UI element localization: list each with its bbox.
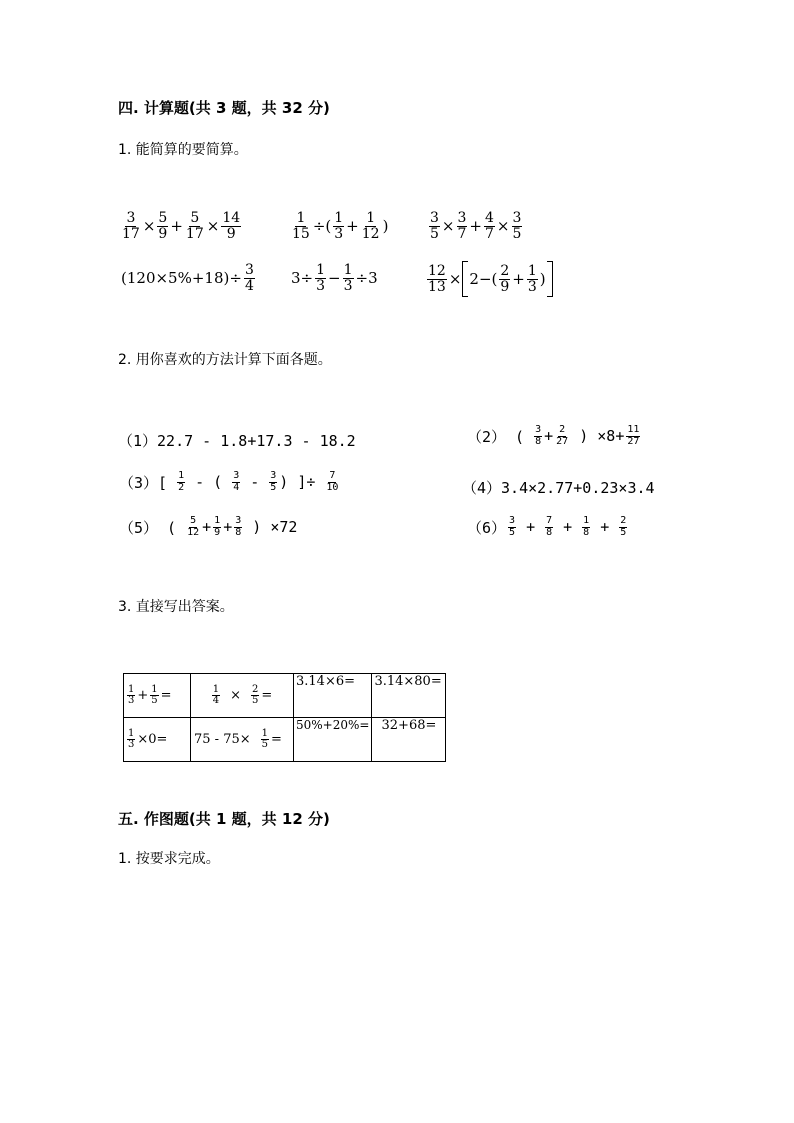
right-bracket — [547, 261, 553, 297]
question-1-title: 1. 能简算的要简算。 — [118, 142, 248, 158]
expression-5: 3÷ $\frac{1}{3}$ − $\frac{1}{3}$ ÷3 — [291, 262, 378, 294]
problem-2: （2） ( $\frac{3}{8}$ + $\frac{2}{27}$ ) ×8+ $\frac{11}{27}$ — [467, 424, 640, 447]
problem-4: （4）3.4×2.77+0.23×3.4 — [462, 479, 655, 497]
problem-6: （6） $\frac{3}{5}$ + $\frac{7}{8}$ + $\frac{1}{8}$ + $\frac{2}{5}$ — [467, 515, 627, 538]
problem-1: （1）22.7 - 1.8+17.3 - 18.2 — [118, 432, 356, 450]
table-cell: 75 - 75× $\frac{1}{5}$ = — [191, 718, 294, 762]
table-cell: 32+68= — [372, 718, 446, 762]
table-cell: 3.14×80= — [372, 674, 446, 718]
section-5-question-1-title: 1. 按要求完成。 — [118, 851, 220, 867]
section-5-title: 五. 作图题(共 1 题，共 12 分) — [118, 810, 330, 828]
table-cell: $\frac{1}{4}$ × $\frac{2}{5}$ = — [191, 674, 294, 718]
expression-6: $\frac{12}{13}$ × 2−( $\frac{2}{9}$ + $\frac{1}{3}$ ) — [426, 261, 553, 297]
question-2-title: 2. 用你喜欢的方法计算下面各题。 — [118, 352, 332, 368]
expression-2: $\frac{1}{15}$ ÷( $\frac{1}{3}$ + $\frac{1}{12}$ ) — [292, 210, 389, 242]
table-cell: 50%+20%= — [294, 718, 372, 762]
problem-5: （5） ( $\frac{5}{12}$ + $\frac{1}{9}$ + $\frac{3}{8}$ ) ×72 — [119, 515, 298, 538]
table-cell: 3.14×6= — [294, 674, 372, 718]
problem-3: （3）[ $\frac{1}{2}$ - ( $\frac{3}{4}$ - $\frac{3}{5}$ ) ]÷ $\frac{7}{10}$ — [119, 470, 339, 493]
table-cell: $\frac{1}{3}$ + $\frac{1}{5}$ = — [124, 674, 191, 718]
question-3-title: 3. 直接写出答案。 — [118, 599, 234, 615]
answer-table — [123, 673, 446, 762]
expression-1: $\frac{3}{17}$ × $\frac{5}{9}$ + $\frac{5}{17}$ × $\frac{14}{9}$ — [122, 210, 241, 242]
expression-3: $\frac{3}{5}$ × $\frac{3}{7}$ + $\frac{4}{7}$ × $\frac{3}{5}$ — [430, 210, 522, 242]
left-bracket — [462, 261, 468, 297]
table-cell: $\frac{1}{3}$ ×0= — [124, 718, 191, 762]
section-4-title: 四. 计算题(共 3 题，共 32 分) — [118, 99, 330, 117]
expression-4: (120×5%+18)÷ $\frac{3}{4}$ — [121, 262, 254, 294]
